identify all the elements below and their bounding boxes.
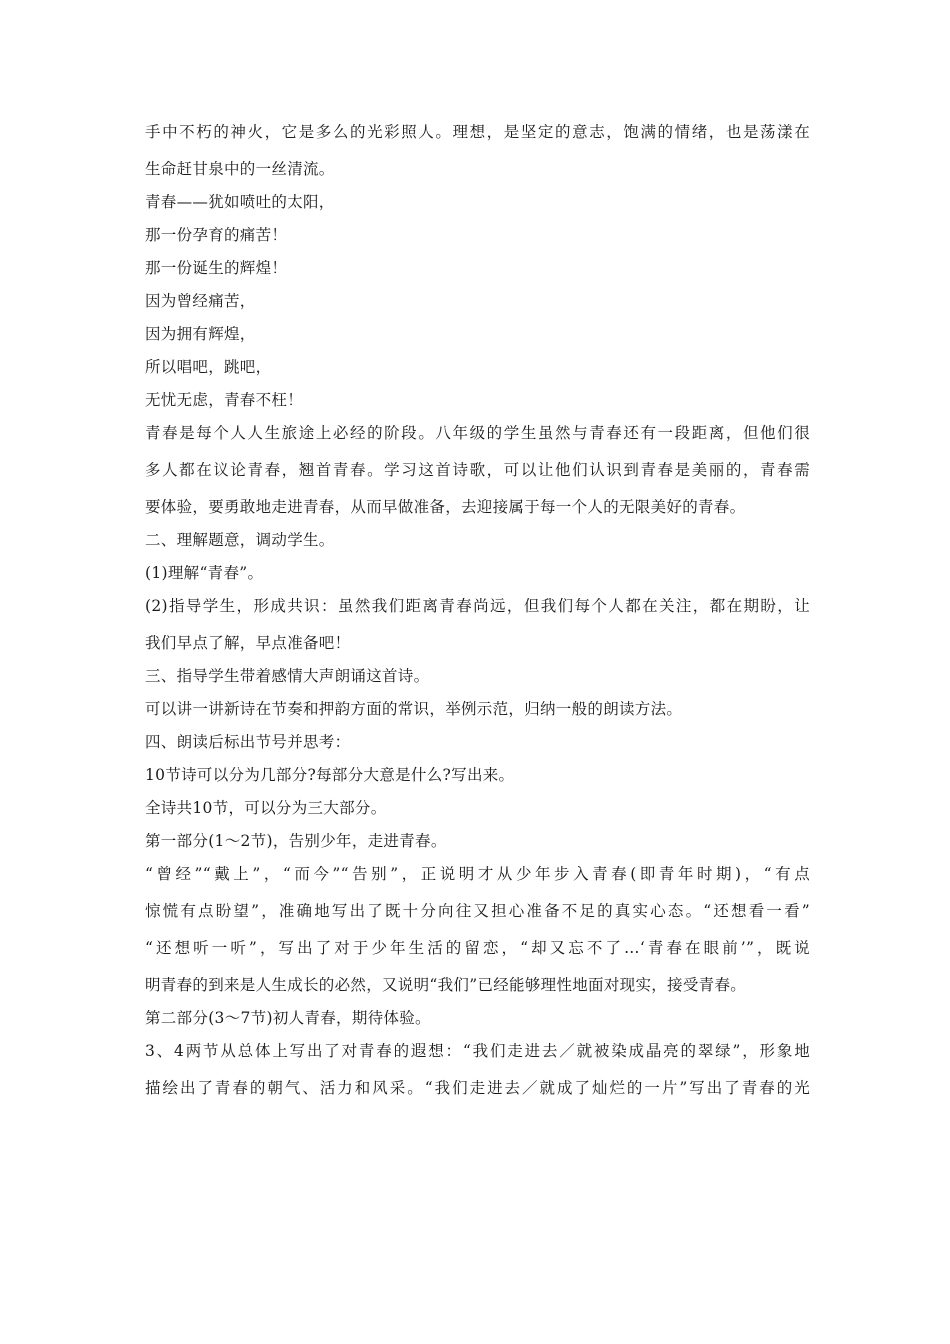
text-line: 3、4两节从总体上写出了对青春的遐想：“我们走进去／就被染成晶亮的翠绿”，形象地 [145, 1042, 810, 1060]
text-line: “还想听一听”，写出了对于少年生活的留恋，“却又忘不了…‘青春在眼前’”，既说 [145, 939, 810, 957]
text-line: 惊慌有点盼望”，准确地写出了既十分向往又担心准备不足的真实心态。“还想看一看” [145, 902, 810, 920]
text-line: 多人都在议论青春，翘首青春。学习这首诗歌，可以让他们认识到青春是美丽的，青春需 [145, 461, 810, 479]
poem-line: 青春——犹如喷吐的太阳， [145, 193, 335, 211]
text-line: 第一部分(1～2节)，告别少年，走进青春。 [145, 832, 447, 850]
text-line: 手中不朽的神火，它是多么的光彩照人。理想，是坚定的意志，饱满的情绪，也是荡漾在 [145, 123, 810, 141]
text-line: 生命赶甘泉中的一丝清流。 [145, 160, 335, 178]
poem-line: 因为曾经痛苦， [145, 292, 256, 310]
text-line: 要体验，要勇敢地走进青春，从而早做准备，去迎接属于每一个人的无限美好的青春。 [145, 498, 746, 516]
poem-line: 那一份孕育的痛苦！ [145, 226, 288, 244]
section-heading: 二、理解题意，调动学生。 [145, 531, 335, 549]
text-line: 明青春的到来是人生成长的必然，又说明“我们”已经能够理性地面对现实，接受青春。 [145, 976, 747, 994]
text-line: 我们早点了解，早点准备吧！ [145, 634, 351, 652]
poem-line: 无忧无虑，青春不枉！ [145, 391, 304, 409]
text-line: 第二部分(3～7节)初人青春，期待体验。 [145, 1009, 431, 1027]
poem-line: 因为拥有辉煌， [145, 325, 256, 343]
text-line: 可以讲一讲新诗在节奏和押韵方面的常识，举例示范，归纳一般的朗读方法。 [145, 700, 683, 718]
section-heading: 四、朗读后标出节号并思考： [145, 733, 351, 751]
text-line: 描绘出了青春的朝气、活力和风采。“我们走进去／就成了灿烂的一片”写出了青春的光 [145, 1079, 810, 1097]
document-body [145, 122, 810, 1115]
text-line: 青春是每个人人生旅途上必经的阶段。八年级的学生虽然与青春还有一段距离，但他们很 [145, 424, 810, 442]
section-heading: 三、指导学生带着感情大声朗诵这首诗。 [145, 667, 430, 685]
text-line: 10节诗可以分为几部分?每部分大意是什么?写出来。 [145, 766, 515, 784]
text-line: (2)指导学生，形成共识：虽然我们距离青春尚远，但我们每个人都在关注，都在期盼，让 [145, 597, 810, 615]
poem-line: 所以唱吧，跳吧， [145, 358, 272, 376]
text-line: “曾经”“戴上”，“而今”“告别”，正说明才从少年步入青春(即青年时期)，“有点 [145, 865, 810, 883]
poem-line: 那一份诞生的辉煌！ [145, 259, 288, 277]
text-line: 全诗共10节，可以分为三大部分。 [145, 799, 387, 817]
text-line: (1)理解“青春”。 [145, 564, 264, 582]
